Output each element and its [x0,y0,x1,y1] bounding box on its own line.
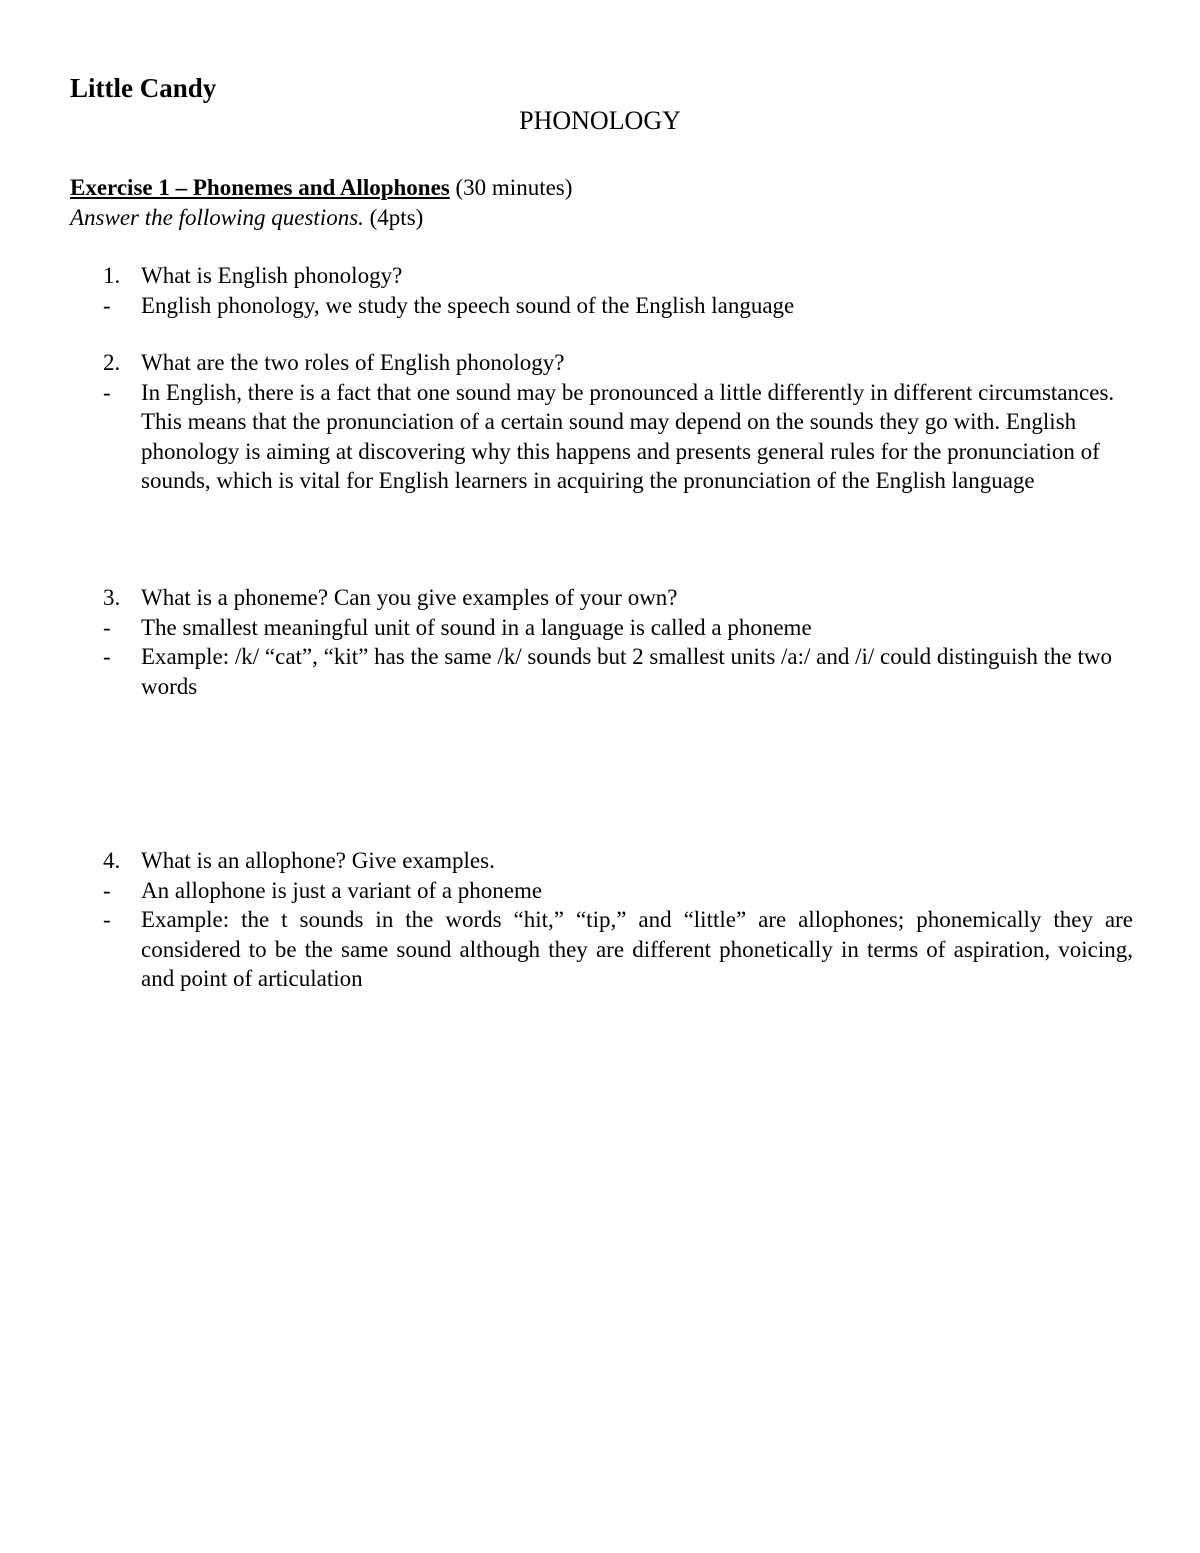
instruction-points: (4pts) [369,205,424,230]
answer-row [103,905,1133,994]
question-text: What is English phonology? [141,263,403,288]
exercise-heading [70,173,572,203]
answer-row [103,876,1133,906]
answer-row [103,291,1133,321]
question-row [103,348,1133,378]
bullet-dash: - [103,877,111,903]
question-number: 1. [103,263,121,288]
answer-row [103,613,1133,643]
answer-text: In English, there is a fact that one sound may be pronounced a little differently in different circumstances. This means that the pronunciation of a certain sound may depend on the sounds they go with. English phonology is aiming at discovering why this happens and presents general rules for the pronunciation of sounds, which is vital for English learners in acquiring the pronunciation of the English language [141,379,1115,493]
question-item-3 [103,583,1133,701]
question-text: What is an allophone? Give examples. [141,848,495,873]
question-number: 3. [103,585,121,610]
question-number: 4. [103,848,121,873]
document-title: PHONOLOGY [519,106,681,135]
answer-text: The smallest meaningful unit of sound in a language is called a phoneme [141,614,812,640]
question-item-2 [103,348,1133,496]
answer-row [103,642,1133,701]
instruction-text: Answer the following questions. [70,205,364,230]
bullet-dash: - [103,614,111,640]
exercise-title: Exercise 1 – Phonemes and Allophones [70,175,450,200]
answer-text: Example: the t sounds in the words “hit,” “tip,” and “little” are allophones; phonemically they are considered to be the same sound although they are different phonetically in terms of aspiration, voicing, and point of articulation [141,907,1133,991]
question-row [103,846,1133,876]
question-item-1 [103,261,1133,320]
bullet-dash: - [103,907,111,932]
question-row [103,261,1133,291]
answer-text: English phonology, we study the speech sound of the English language [141,292,795,318]
bullet-dash: - [103,379,111,405]
exercise-duration: (30 minutes) [455,175,573,200]
question-text: What are the two roles of English phonology? [141,350,565,375]
answer-text: Example: /k/ “cat”, “kit” has the same /k/ sounds but 2 smallest units /a:/ and /i/ could distinguish the two words [141,644,1112,699]
exercise-instruction [70,203,423,233]
answer-text: An allophone is just a variant of a phoneme [141,877,543,903]
bullet-dash: - [103,644,111,669]
question-number: 2. [103,350,121,375]
answer-row [103,378,1133,496]
question-item-4 [103,846,1133,994]
question-row [103,583,1133,613]
author-name: Little Candy [70,73,217,103]
question-text: What is a phoneme? Can you give examples of your own? [141,585,678,610]
bullet-dash: - [103,292,111,318]
